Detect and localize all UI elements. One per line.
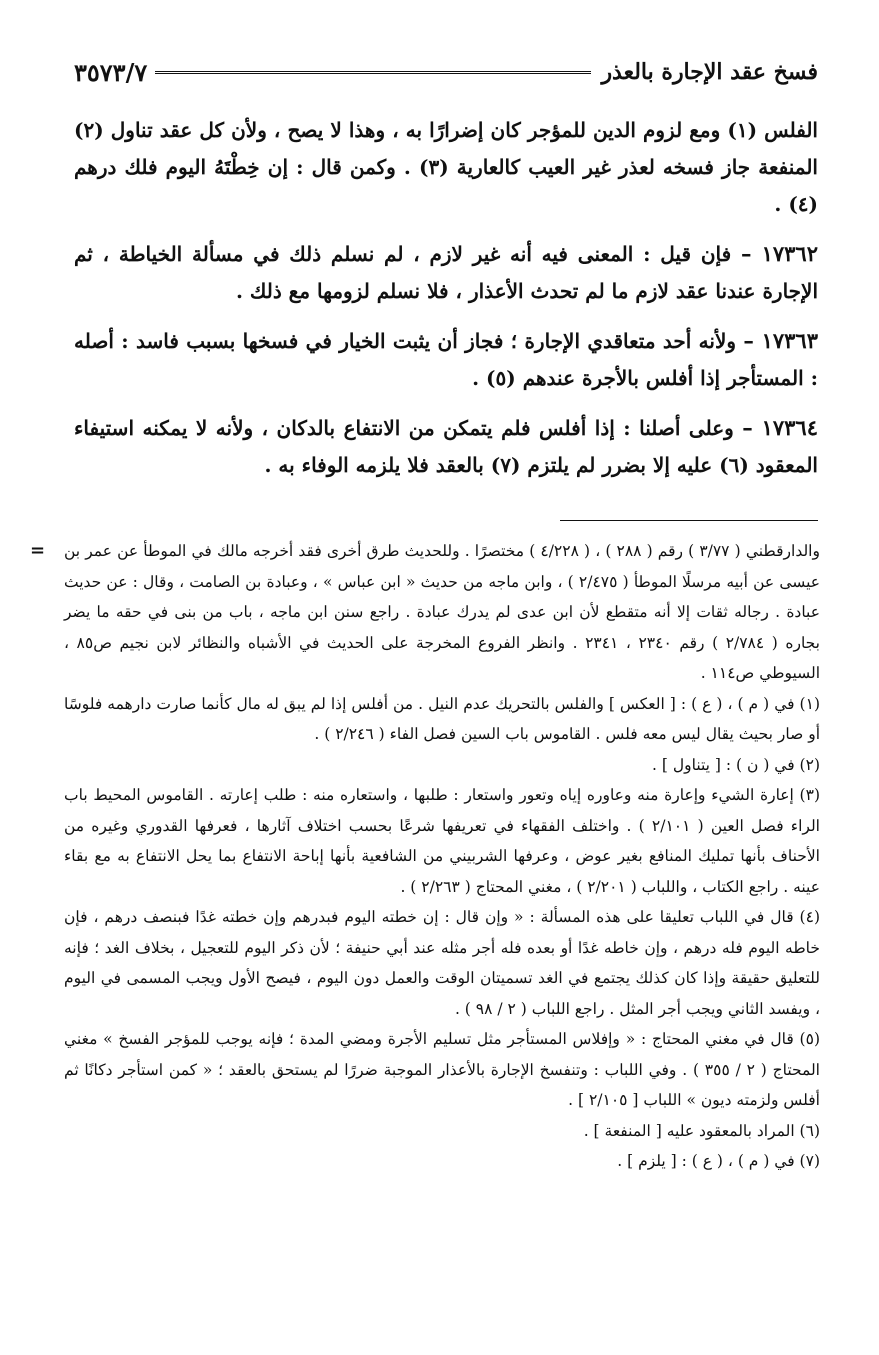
footnotes <box>64 536 820 1177</box>
footnote: (٧) في ( م ) ، ( ع ) : [ يلزم ] . <box>617 1152 820 1170</box>
footnote-divider <box>560 520 818 521</box>
footnote: (٤) قال في اللباب تعليقا على هذه المسألة : « وإن قال : إن خطته اليوم فبدرهم وإن خطته غدًا فبنصف درهم ، فإن خاطه اليوم فله درهم ، وإن خاطه غدًا أو بعده فله أجر مثله عند أبي حنيفة ؛ لأن ذكر اليوم للتعجيل ، بخلاف الغد ؛ فإنه للتعليق حقيقة وإذا كان كذلك يجتمع في الغد تسميتان الوقت والعمل دون اليوم ، فيصح الأول ويجب المسمى في اليوم ، ويفسد الثاني ويجب أجر المثل . راجع اللباب ( ٢ / ٩٨ ) . <box>64 908 820 1018</box>
footnote: (٥) قال في مغني المحتاج : « وإفلاس المستأجر مثل تسليم الأجرة ومضي المدة ؛ فإنه يوجب للمؤجر الفسخ » مغني المحتاج ( ٢ / ٣٥٥ ) . وفي اللباب : وتنفسخ الإجارة بالأعذار الموجبة ضررًا لم يستحق بالعقد ؛ « كمن استأجر دكانًا ثم أفلس ولزمته ديون » اللباب [ ٢/١٠٥ ] . <box>64 1030 820 1109</box>
footnote: (١) في ( م ) ، ( ع ) : [ العكس ] والفلس بالتحريك عدم النيل . من أفلس إذا لم يبق له مال كأنما صارت دارهمه فلوسًا أو صار بحيث يقال ليس معه فلس . القاموس باب السين فصل الفاء ( ٢/٢٤٦ ) . <box>64 694 820 743</box>
paragraph-number: ١٧٣٦٢ – <box>740 241 818 266</box>
paragraph-number: ١٧٣٦٤ – <box>742 415 818 440</box>
paragraph <box>74 235 818 310</box>
paragraph <box>74 322 818 397</box>
paragraph-number: ١٧٣٦٣ – <box>743 328 818 353</box>
paragraph-text: الفلس (١) ومع لزوم الدين للمؤجر كان إضرارًا به ، وهذا لا يصح ، ولأن كل عقد تناول (٢) المنفعة جاز فسخه لعذر غير العيب كالعارية (٣) . وكمن قال : إن خِطْتَهُ اليوم فلك درهم (٤) . <box>74 118 818 216</box>
page-number: ٣٥٧٣/٧ <box>74 57 148 87</box>
paragraph-text: ولأنه أحد متعاقدي الإجارة ؛ فجاز أن يثبت الخيار في فسخها بسبب فاسد : أصله : المستأجر إذا أفلس بالأجرة عندهم (٥) . <box>74 329 818 390</box>
header-title: فسخ عقد الإجارة بالعذر <box>601 59 818 85</box>
paragraph-text: فإن قيل : المعنى فيه أنه غير لازم ، لم نسلم ذلك في مسألة الخياطة ، ثم الإجارة عندنا عقد لازم ما لم تحدث الأعذار ، فلا نسلم لزومها مع ذلك . <box>74 242 818 303</box>
footnote: (٣) إعارة الشيء وإعارة منه وعاوره إياه وتعور واستعار : طلبها ، واستعاره منه : طلب إعارته . القاموس المحيط باب الراء فصل العين ( ٢/١٠١ ) . واختلف الفقهاء في تعريفها شرعًا بحسب اختلاف آثارها ، فعرفها القدوري وغيره من الأحناف بأنها تمليك المنافع بغير عوض ، وعرفها الشربيني من الشافعية بأنها إباحة الانتفاع بما يحل الانتفاع به مع بقاء عينه . راجع الكتاب ، واللباب ( ٢/٢٠١ ) ، مغني المحتاج ( ٢/٢٦٣ ) . <box>64 786 820 896</box>
continuation-mark: = <box>30 540 46 561</box>
footnote: (٢) في ( ن ) : [ يتناول ] . <box>652 755 820 774</box>
paragraph <box>74 409 818 484</box>
footnote: والدارقطني ( ٣/٧٧ ) رقم ( ٢٨٨ ) ، ( ٤/٢٢٨ ) مختصرًا . وللحديث طرق أخرى فقد أخرجه مالك في الموطأ عن عمر بن عيسى عن أبيه مرسلًا الموطأ ( ٢/٤٧٥ ) ، وابن ماجه من حديث « ابن عباس » ، وعبادة بن الصامت ، وقال : عن حديث عبادة . رجاله ثقات إلا أنه متقطع لأن ابن عدى لم يدرك عبادة . راجع سنن ابن ماجه ، باب من بنى في حقه ما يضر بجاره ( ٢/٧٨٤ ) رقم ٢٣٤٠ ، ٢٣٤١ . وانظر الفروع المخرجة على الحديث في الأشباه والنظائر لابن نجيم ص٨٥ ، السيوطي ص١١٤ . <box>64 542 820 682</box>
main-text <box>74 112 818 496</box>
footnote: (٦) المراد بالمعقود عليه [ المنفعة ] . <box>583 1121 820 1140</box>
paragraph <box>74 112 818 223</box>
running-header <box>74 52 818 92</box>
header-rule <box>155 71 591 74</box>
paragraph-text: وعلى أصلنا : إذا أفلس فلم يتمكن من الانتفاع بالدكان ، ولأنه لا يمكنه استيفاء المعقود (٦) عليه إلا بضرر لم يلتزم (٧) بالعقد فلا يلزمه الوفاء به . <box>74 416 818 477</box>
